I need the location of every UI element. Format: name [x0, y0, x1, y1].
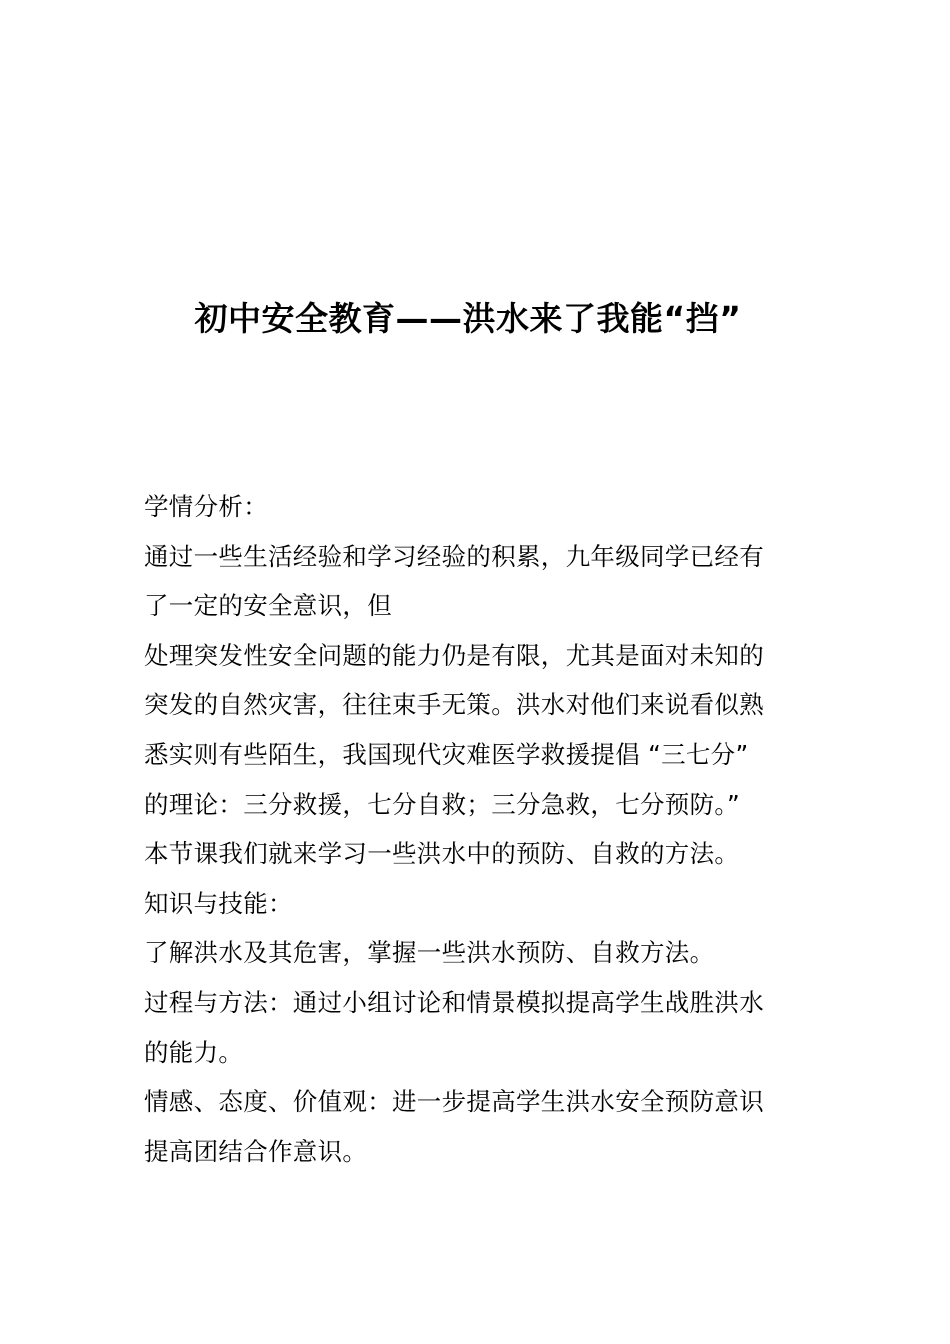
section-heading-knowledge-skills: 知识与技能：: [144, 888, 293, 918]
paragraph-process-methods: 过程与方法：通过小组讨论和情景模拟提高学生战胜洪水: [144, 987, 764, 1017]
paragraph-line: 处理突发性安全问题的能力仍是有限，尤其是面对未知的: [144, 640, 764, 670]
paragraph-line: 提高团结合作意识。: [144, 1136, 368, 1166]
paragraph-line: 悉实则有些陌生，我国现代灾难医学救援提倡 “三七分”: [144, 739, 749, 769]
document-title: 初中安全教育——洪水来了我能“挡”: [194, 299, 742, 338]
paragraph-line: 了解洪水及其危害，掌握一些洪水预防、自救方法。: [144, 938, 715, 968]
paragraph-line: 通过一些生活经验和学习经验的积累，九年级同学已经有: [144, 541, 764, 571]
document-body: [144, 482, 812, 1176]
paragraph-line: 的理论：三分救援，七分自救；三分急救，七分预防。”: [144, 789, 740, 819]
paragraph-emotion-attitude-values: 情感、态度、价值观：进一步提高学生洪水安全预防意识: [144, 1087, 764, 1117]
paragraph-line: 本节课我们就来学习一些洪水中的预防、自救的方法。: [144, 839, 740, 869]
paragraph-line: 突发的自然灾害，往往束手无策。洪水对他们来说看似熟: [144, 690, 764, 720]
section-heading-learning-analysis: 学情分析：: [144, 492, 268, 521]
paragraph-line: 的能力。: [144, 1037, 244, 1067]
paragraph-line: 了一定的安全意识，但: [144, 591, 392, 621]
